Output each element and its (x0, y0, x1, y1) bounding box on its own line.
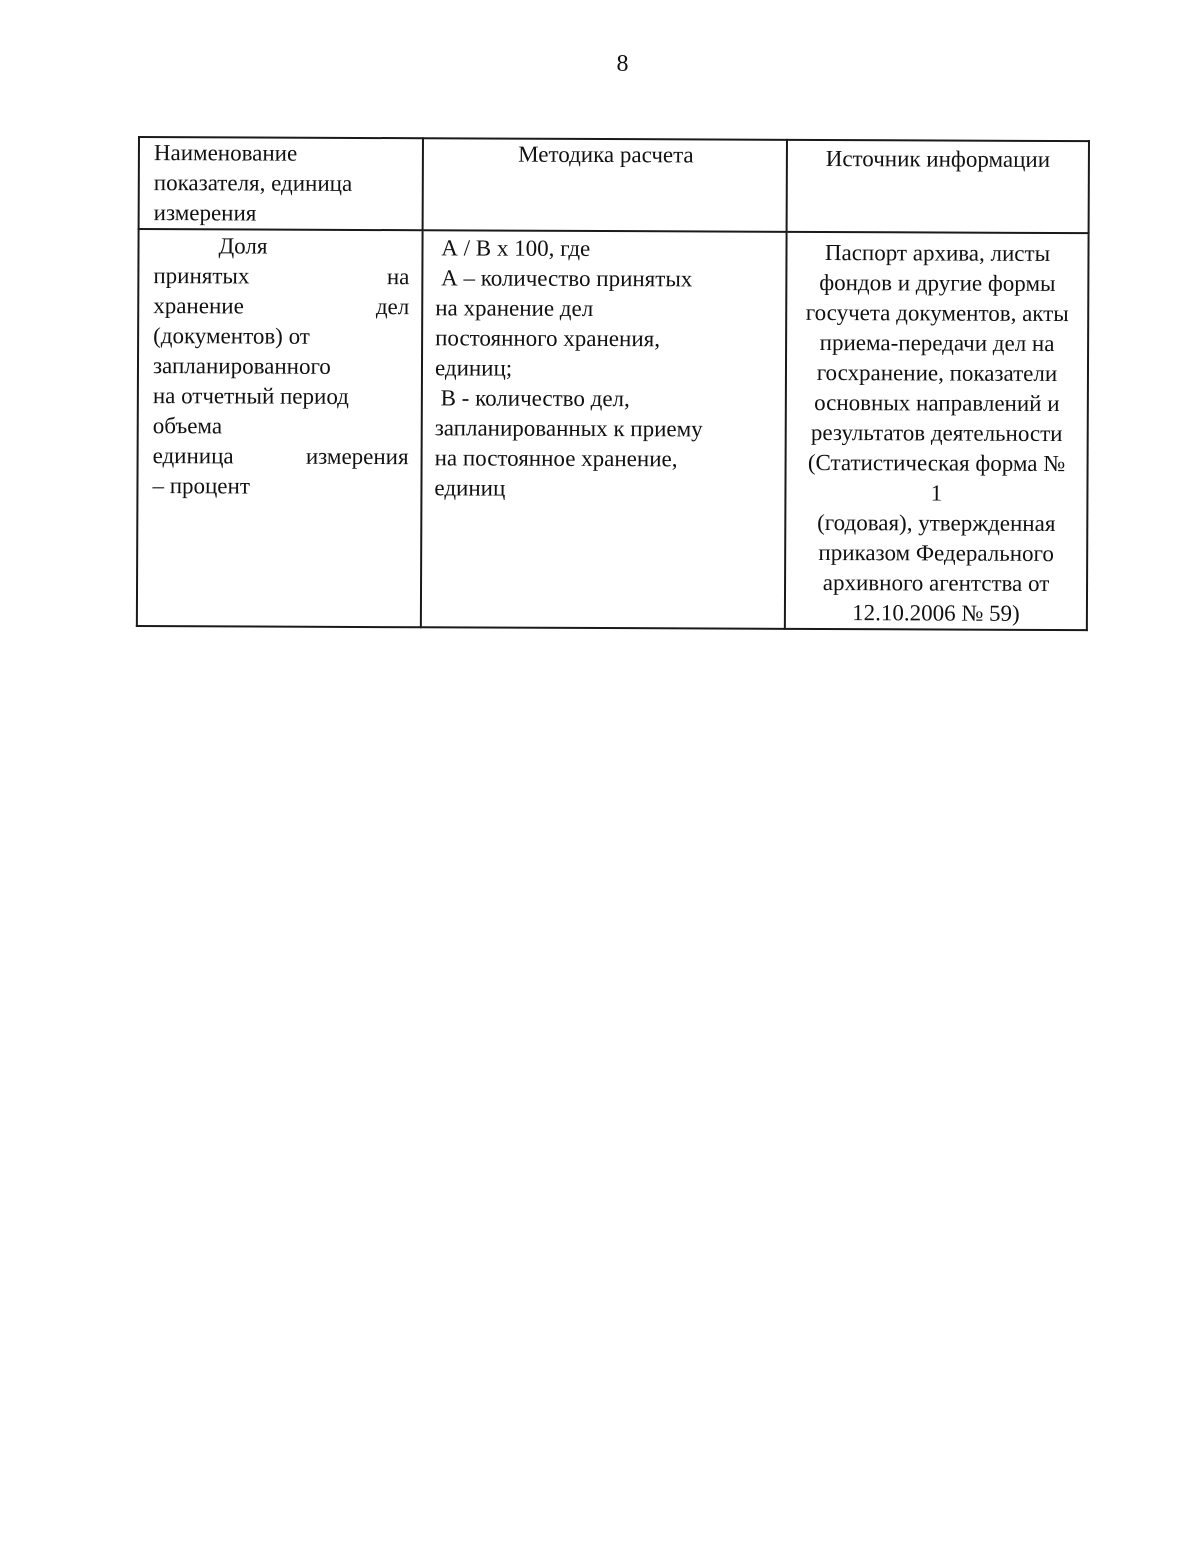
header-cell-method (423, 138, 787, 232)
header-method-text: Методика расчета (518, 141, 694, 168)
indicator-name-word: принятых (153, 263, 250, 289)
source-line: результатов деятельности (810, 419, 1063, 447)
method-line: запланированных к приему (434, 415, 703, 442)
indicator-name-word: измерения (305, 443, 409, 470)
cell-calculation-method (421, 230, 787, 629)
source-line: приказом Федерального (818, 539, 1054, 567)
header-name-line: измерения (153, 200, 257, 226)
source-line: (годовая), утвержденная (817, 509, 1056, 537)
method-line: единиц; (434, 355, 513, 381)
indicator-name-line: на отчетный период (152, 383, 349, 409)
source-line: госхранение, показатели (816, 359, 1058, 387)
source-line: основных направлений и (814, 389, 1060, 417)
header-name-line: Наименование (153, 140, 298, 166)
source-line: архивного агентства от (822, 569, 1050, 596)
header-source-text: Источник информации (825, 146, 1051, 172)
page-number: 8 (616, 51, 629, 77)
indicator-name-word: на (386, 264, 410, 290)
indicator-name-text (152, 231, 409, 502)
method-line: единиц (434, 475, 506, 501)
cell-information-source (785, 232, 1089, 630)
indicator-name-line: – процент (152, 473, 250, 499)
header-name-line: показателя, единица (153, 170, 353, 196)
indicator-name-line (153, 261, 409, 292)
indicator-name-line (153, 291, 409, 322)
header-cell-name (139, 137, 423, 230)
table-row (137, 229, 1089, 630)
method-line: А / В х 100, где (435, 235, 591, 261)
source-line: 12.10.2006 № 59) (852, 600, 1020, 626)
indicator-name-line: объема (152, 413, 223, 439)
table-header-row (139, 137, 1089, 233)
method-line: на хранение дел (435, 295, 594, 321)
method-line: В - количество дел, (434, 385, 630, 412)
indicator-name-line: запланированного (152, 353, 331, 379)
header-cell-source (787, 140, 1089, 233)
method-line: постоянного хранения, (435, 325, 661, 352)
indicator-name-word: дел (375, 294, 410, 320)
indicator-name-line: (документов) от (153, 323, 310, 349)
header-name-text (154, 138, 410, 229)
source-line: (Статистическая форма № 1 (807, 449, 1066, 506)
method-line: на постоянное хранение, (434, 445, 678, 472)
source-line: Паспорт архива, листы (824, 239, 1051, 266)
indicator-name-line: Доля (218, 233, 268, 259)
cell-indicator-name (137, 229, 423, 627)
indicator-table (136, 136, 1090, 631)
source-line: приема-передачи дел на (819, 329, 1055, 357)
indicator-name-word: единица (152, 443, 234, 469)
information-source-text (800, 238, 1074, 629)
source-line: госучета документов, акты (805, 299, 1069, 327)
calculation-method-text (434, 233, 775, 504)
source-line: фондов и другие формы (819, 269, 1056, 297)
method-line: А – количество принятых (435, 265, 693, 292)
indicator-name-line (153, 441, 409, 472)
indicator-name-word: хранение (153, 293, 244, 319)
